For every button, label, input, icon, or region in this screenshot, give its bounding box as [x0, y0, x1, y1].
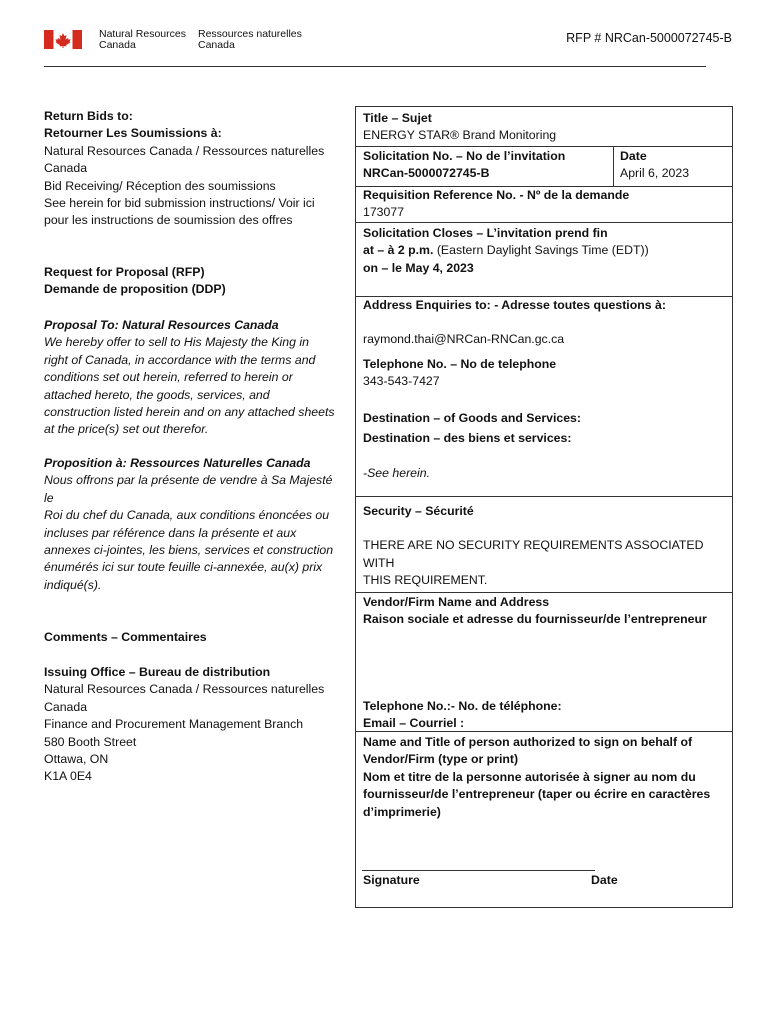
requisition-cell: Requisition Reference No. - Nº de la demande 173077: [356, 187, 732, 223]
authorized-signatory-cell: Name and Title of person authorized to sign on behalf of Vendor/Firm (type or print) Nom et titre de la personne autorisée à signer au nom du fournisseur/de l’entrepreneur (taper ou écrire en caractères d’imprimerie) Signature Date: [356, 732, 732, 907]
closing-cell: Solicitation Closes – L’invitation prend fin at – à 2 p.m. (Eastern Daylight Savings Time (EDT)) on – le May 4, 2023: [356, 223, 732, 297]
solicitation-cell: Solicitation No. – No de l’invitation NRCan-5000072745-B Date April 6, 2023: [356, 147, 732, 187]
telephone-cell: Telephone No. – No de telephone 343-543-7427: [363, 357, 557, 389]
header-divider: [44, 66, 706, 67]
security-cell: Security – Sécurité THERE ARE NO SECURITY REQUIREMENTS ASSOCIATED WITH THIS REQUIREMENT.: [356, 497, 732, 593]
signature-line: [362, 870, 595, 871]
solicitation-info-box: [355, 106, 733, 908]
signature-date-label: Date: [591, 873, 618, 887]
return-bids-block: Return Bids to: Retourner Les Soumissions à: Natural Resources Canada / Ressources naturelles Canada Bid Receiving/ Réception des soumissions See herein for bid submission instructions/ Voir ici pour les instructions de soumission des offres: [44, 109, 325, 228]
signature-label: Signature: [363, 873, 420, 887]
enquiries-cell: Address Enquiries to: - Adresse toutes questions à: raymond.thai@NRCan-RNCan.gc.ca: [363, 298, 666, 347]
canada-flag-icon: [44, 30, 82, 49]
rfp-title-block: Request for Proposal (RFP) Demande de proposition (DDP): [44, 265, 226, 297]
agency-name-fr: Ressources naturelles Canada: [198, 28, 302, 51]
vendor-cell: Vendor/Firm Name and Address Raison sociale et adresse du fournisseur/de l’entrepreneur Telephone No.:- No. de téléphone: Email – Courriel :: [356, 593, 732, 732]
proposal-en-block: Proposal To: Natural Resources Canada We hereby offer to sell to His Majesty the King in right of Canada, in accordance with the terms and conditions set out herein, referred to herein or attached hereto, the goods, services, and construction listed herein and on any attached sheets at the price(s) set out therefor.: [44, 318, 335, 437]
comments-label: Comments – Commentaires: [44, 630, 207, 644]
title-cell: Title – Sujet ENERGY STAR® Brand Monitoring: [356, 107, 732, 147]
destination-cell: Destination – of Goods and Services: Destination – des biens et services: -See herein.: [356, 400, 732, 497]
proposal-fr-block: Proposition à: Ressources Naturelles Canada Nous offrons par la présente de vendre à Sa Majesté le Roi du chef du Canada, aux conditions énoncées ou incluses par référence dans la présente et aux annexes ci-jointes, les biens, services et construction énumérés ici sur toute feuille ci-annexée, au(x) prix indiqué(s).: [44, 456, 334, 592]
issuing-office-block: Issuing Office – Bureau de distribution Natural Resources Canada / Ressources naturelles Canada Finance and Procurement Management Branch 580 Booth Street Ottawa, ON K1A 0E4: [44, 665, 325, 784]
agency-name-en: Natural Resources Canada: [99, 28, 186, 51]
date-cell: Date April 6, 2023: [613, 147, 689, 186]
rfp-number: RFP # NRCan-5000072745-B: [566, 31, 732, 45]
